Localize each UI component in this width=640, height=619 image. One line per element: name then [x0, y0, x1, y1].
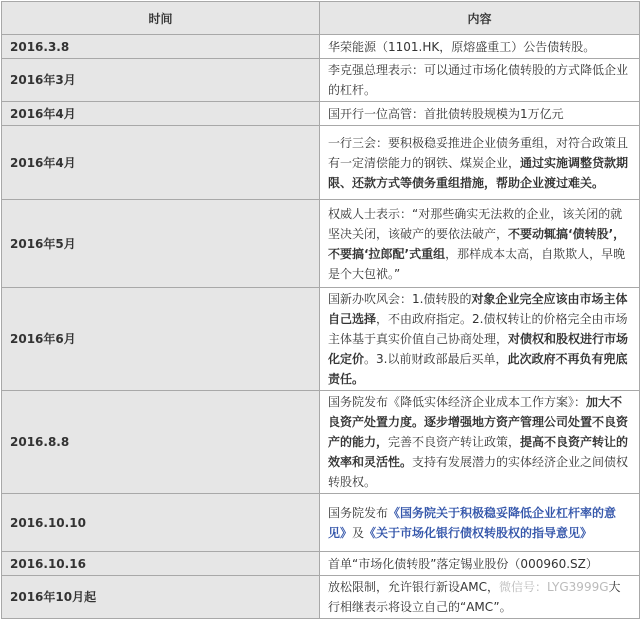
row-time: 2016年10月起 — [2, 576, 320, 619]
row-time: 2016年3月 — [2, 59, 320, 102]
content-segment: 放松限制，允许银行新设AMC， — [328, 580, 499, 594]
table-row — [2, 59, 640, 102]
table-row — [2, 552, 640, 576]
row-time: 2016.10.16 — [2, 552, 320, 576]
content-segment: 国务院发布《降低实体经济企业成本工作方案》： — [328, 395, 587, 409]
row-content — [320, 35, 640, 59]
row-content — [320, 576, 640, 619]
row-content — [320, 391, 640, 494]
timeline-table — [1, 1, 640, 619]
row-content — [320, 494, 640, 552]
content-segment: 《国务院关于积极稳妥降低企业杠杆率的意见》 — [328, 505, 617, 540]
content-segment: 首单“市场化债转股”落定锡业股份（000960.SZ） — [328, 556, 598, 571]
header-row — [2, 2, 640, 35]
row-time: 2016.3.8 — [2, 35, 320, 59]
table-row — [2, 102, 640, 126]
content-segment: 。3.以前财政部最后买单， — [364, 352, 508, 366]
header-content: 内容 — [320, 2, 640, 35]
row-content — [320, 59, 640, 102]
row-time: 2016.10.10 — [2, 494, 320, 552]
content-segment: 国开行一位高管：首批债转股规模为1万亿元 — [328, 106, 564, 121]
table-row — [2, 576, 640, 619]
content-segment: 《关于市场化银行债权转股权的指导意见》 — [364, 525, 593, 540]
content-segment: ，不由政府指定。2.债权转让的价格完全由市场主体基于真实价值自己协商处理， — [328, 312, 628, 346]
table-row — [2, 288, 640, 391]
content-segment: 此次政府不再负有兜底责任。 — [328, 352, 628, 386]
row-time: 2016.8.8 — [2, 391, 320, 494]
content-segment: 加大不良资产处置力度。逐步增强地方资产管理公司处置不良资产的能力， — [328, 395, 629, 449]
content-segment: 权威人士表示：“对那些确实无法救的企业，该关闭的就坚决关闭，该破产的要依法破产， — [328, 206, 623, 241]
content-segment: 一行三会：要积极稳妥推进企业债务重组，对符合政策且有一定清偿能力的钢铁、煤炭企业， — [328, 135, 629, 170]
row-content — [320, 200, 640, 288]
table-body — [2, 35, 640, 619]
content-segment: 通过实施调整贷款期限、还款方式等债务重组措施，帮助企业渡过难关。 — [328, 155, 629, 190]
content-segment: 完善不良资产转让政策， — [388, 435, 521, 449]
content-segment: 对债权和股权进行市场化定价 — [328, 332, 629, 366]
content-segment: ，那样成本太高，自欺欺人，早晚是个大包袱。” — [328, 246, 626, 281]
content-segment: 对象企业完全应该由市场主体自己选择 — [328, 292, 628, 326]
row-time: 2016年6月 — [2, 288, 320, 391]
content-segment: 国新办吹风会：1.债转股的 — [328, 292, 472, 306]
content-segment: 国务院发布 — [328, 505, 389, 520]
content-segment: 提高不良资产转让的效率和灵活性。 — [328, 435, 629, 469]
row-content — [320, 552, 640, 576]
table-row — [2, 391, 640, 494]
header-time: 时间 — [2, 2, 320, 35]
row-time: 2016年5月 — [2, 200, 320, 288]
table-row — [2, 126, 640, 200]
row-content — [320, 102, 640, 126]
content-segment: 李克强总理表示：可以通过市场化债转股的方式降低企业的杠杆。 — [328, 63, 629, 97]
content-segment: 华荣能源（1101.HK，原熔盛重工）公告债转股。 — [328, 39, 596, 54]
table-row — [2, 200, 640, 288]
content-segment: 及 — [352, 525, 365, 540]
content-segment: 不要动辄搞‘债转股’，不要搞‘拉郎配’式重组 — [328, 226, 626, 261]
content-segment: 支持有发展潜力的实体经济企业之间债权转股权。 — [328, 455, 629, 489]
row-content — [320, 126, 640, 200]
row-time: 2016年4月 — [2, 102, 320, 126]
watermark-text: 微信号：LYG3999G — [498, 580, 609, 594]
table-row — [2, 35, 640, 59]
content-segment: 大行相继表示将设立自己的“AMC”。 — [328, 580, 621, 614]
row-content — [320, 288, 640, 391]
table-row — [2, 494, 640, 552]
row-time: 2016年4月 — [2, 126, 320, 200]
